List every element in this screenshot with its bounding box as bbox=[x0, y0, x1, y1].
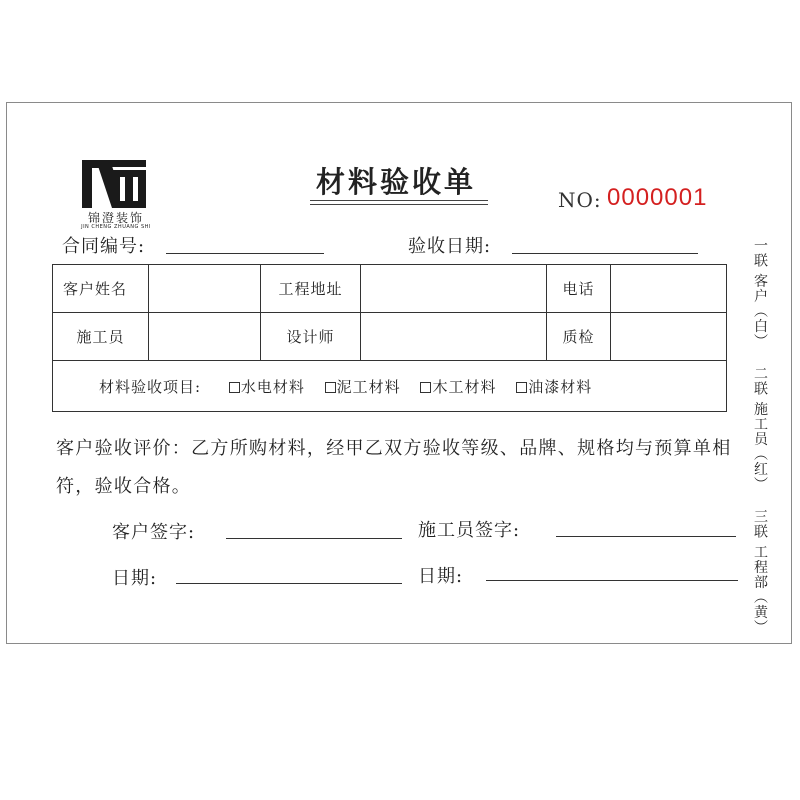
copy-3-label: 三联 工程部（黄） bbox=[752, 508, 768, 635]
serial-number: 0000001 bbox=[607, 184, 708, 211]
contract-no-label: 合同编号: bbox=[62, 236, 146, 257]
table-row bbox=[53, 265, 727, 313]
builder-date-label: 日期: bbox=[418, 566, 464, 587]
checkbox-item-carpentry[interactable] bbox=[420, 378, 496, 396]
customer-signature-label: 客户签字: bbox=[112, 522, 196, 543]
logo-name-en: JIN CHENG ZHUANG SHI bbox=[81, 224, 151, 230]
checkbox-icon[interactable] bbox=[325, 382, 336, 393]
phone-cell[interactable] bbox=[611, 265, 727, 313]
customer-date-field[interactable] bbox=[176, 583, 402, 584]
checkbox-icon[interactable] bbox=[516, 382, 527, 393]
builder-label: 施工员 bbox=[53, 313, 149, 361]
project-address-label: 工程地址 bbox=[261, 265, 361, 313]
copy-distribution-note bbox=[750, 238, 770, 646]
phone-label: 电话 bbox=[547, 265, 611, 313]
project-address-cell[interactable] bbox=[361, 265, 547, 313]
table-row bbox=[53, 313, 727, 361]
designer-label: 设计师 bbox=[261, 313, 361, 361]
logo-mark-icon bbox=[80, 160, 150, 210]
builder-signature-field[interactable] bbox=[556, 536, 736, 537]
customer-name-cell[interactable] bbox=[149, 265, 261, 313]
quality-check-label: 质检 bbox=[547, 313, 611, 361]
acceptance-date-field[interactable] bbox=[512, 253, 698, 254]
checkbox-icon[interactable] bbox=[420, 382, 431, 393]
quality-check-cell[interactable] bbox=[611, 313, 727, 361]
info-table bbox=[52, 264, 727, 412]
builder-signature-label: 施工员签字: bbox=[418, 520, 521, 541]
checkbox-item-plumbing[interactable] bbox=[229, 378, 305, 396]
designer-cell[interactable] bbox=[361, 313, 547, 361]
form-title: 材料验收单 bbox=[316, 165, 477, 199]
checkbox-icon[interactable] bbox=[229, 382, 240, 393]
builder-cell[interactable] bbox=[149, 313, 261, 361]
serial-label: NO: bbox=[558, 188, 602, 212]
contract-no-field[interactable] bbox=[166, 253, 324, 254]
title-underline bbox=[310, 200, 488, 201]
company-logo bbox=[80, 160, 150, 210]
copy-1-label: 一联 客户（白） bbox=[752, 238, 768, 349]
title-underline bbox=[310, 204, 488, 205]
checkbox-item-painting[interactable] bbox=[516, 378, 592, 396]
acceptance-date-label: 验收日期: bbox=[408, 236, 492, 257]
table-row bbox=[53, 361, 727, 412]
checkbox-item-masonry[interactable] bbox=[325, 378, 401, 396]
material-items-row bbox=[53, 361, 727, 412]
builder-date-field[interactable] bbox=[486, 580, 738, 581]
checkbox-label: 水电材料 bbox=[240, 377, 305, 396]
customer-date-label: 日期: bbox=[112, 568, 158, 589]
customer-evaluation: 客户验收评价：乙方所购材料，经甲乙双方验收等级、品牌、规格均与预算单相符，验收合格。 bbox=[56, 438, 732, 497]
customer-signature-field[interactable] bbox=[226, 538, 402, 539]
checkbox-label: 油漆材料 bbox=[528, 377, 593, 396]
checkbox-label: 泥工材料 bbox=[336, 377, 401, 396]
logo-name-cn: 锦澄装饰 bbox=[87, 211, 144, 225]
checkbox-label: 木工材料 bbox=[432, 377, 497, 396]
customer-name-label: 客户姓名 bbox=[53, 265, 149, 313]
copy-2-label: 二联 施工员（红） bbox=[752, 365, 768, 492]
material-items-label: 材料验收项目: bbox=[99, 377, 202, 396]
